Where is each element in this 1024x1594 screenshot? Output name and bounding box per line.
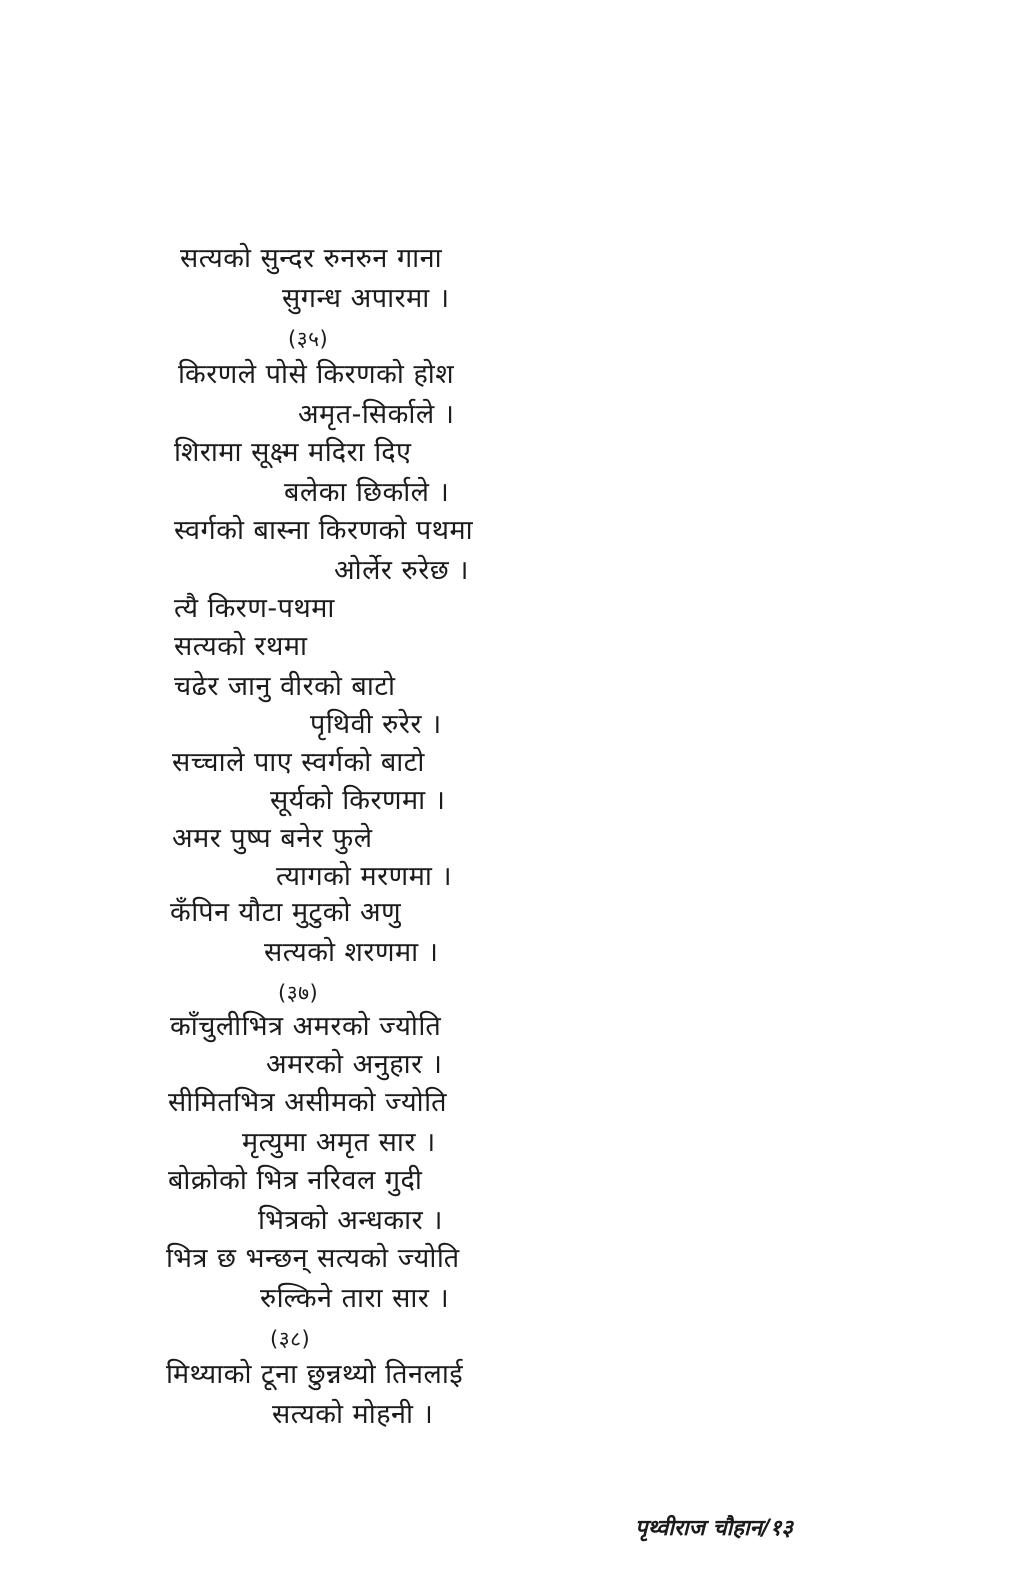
poem-line: सत्यको मोहनी । xyxy=(272,1399,434,1430)
poem-line: काँचुलीभित्र अमरको ज्योति xyxy=(170,1011,442,1042)
poem-line: सच्चाले पाए स्वर्गको बाटो xyxy=(172,747,425,778)
poem-line: पृथिवी रुरेर । xyxy=(310,709,442,740)
poem-line: किरणले पोसे किरणको होश xyxy=(178,359,455,390)
poem-line: शिरामा सूक्ष्म मदिरा दिए xyxy=(174,437,412,468)
poem-line: रुल्किने तारा सार । xyxy=(260,1283,450,1314)
poem-line: स्वर्गको बास्ना किरणको पथमा xyxy=(174,515,474,546)
poem-line: मिथ्याको टूना छुन्नथ्यो तिनलाई xyxy=(166,1359,464,1390)
poem-line: अमर पुष्प बनेर फुले xyxy=(172,823,373,854)
poem-line: बलेका छिर्काले । xyxy=(284,477,450,508)
poem-line: सुगन्ध अपारमा । xyxy=(282,283,450,314)
poem-line: मृत्युमा अमृत सार । xyxy=(242,1127,436,1158)
poem-line: त्यै किरण-पथमा xyxy=(174,593,335,624)
poem-line: सूर्यको किरणमा । xyxy=(270,785,446,816)
running-footer: पृथ्वीराज चौहान/१३ xyxy=(635,1516,793,1541)
poem-line: त्यागको मरणमा । xyxy=(276,861,453,892)
poem-line: चढेर जानु वीरको बाटो xyxy=(174,671,396,702)
stanza-number: (३८) xyxy=(270,1327,311,1351)
poem-line: सत्यको शरणमा । xyxy=(264,937,439,968)
poem-line: कँपिन यौटा मुटुको अणु xyxy=(170,897,402,928)
poem-line: सत्यको रथमा xyxy=(174,631,308,662)
poem-line: भित्र छ भन्छन् सत्यको ज्योति xyxy=(166,1243,460,1274)
poem-line: भित्रको अन्धकार । xyxy=(258,1205,443,1236)
stanza-number: (३५) xyxy=(288,327,329,351)
poem-line: सत्यको सुन्दर रुनरुन गाना xyxy=(180,243,443,274)
poem-line: बोक्रोको भित्र नरिवल गुदी xyxy=(168,1165,423,1196)
poem-line: सीमितभित्र असीमको ज्योति xyxy=(168,1087,448,1118)
poem-line: अमृत-सिर्काले । xyxy=(298,399,455,430)
poem-line: ओर्लेर रुरेछ । xyxy=(334,555,469,586)
poem-line: अमरको अनुहार । xyxy=(266,1049,443,1080)
stanza-number: (३७) xyxy=(278,981,319,1005)
